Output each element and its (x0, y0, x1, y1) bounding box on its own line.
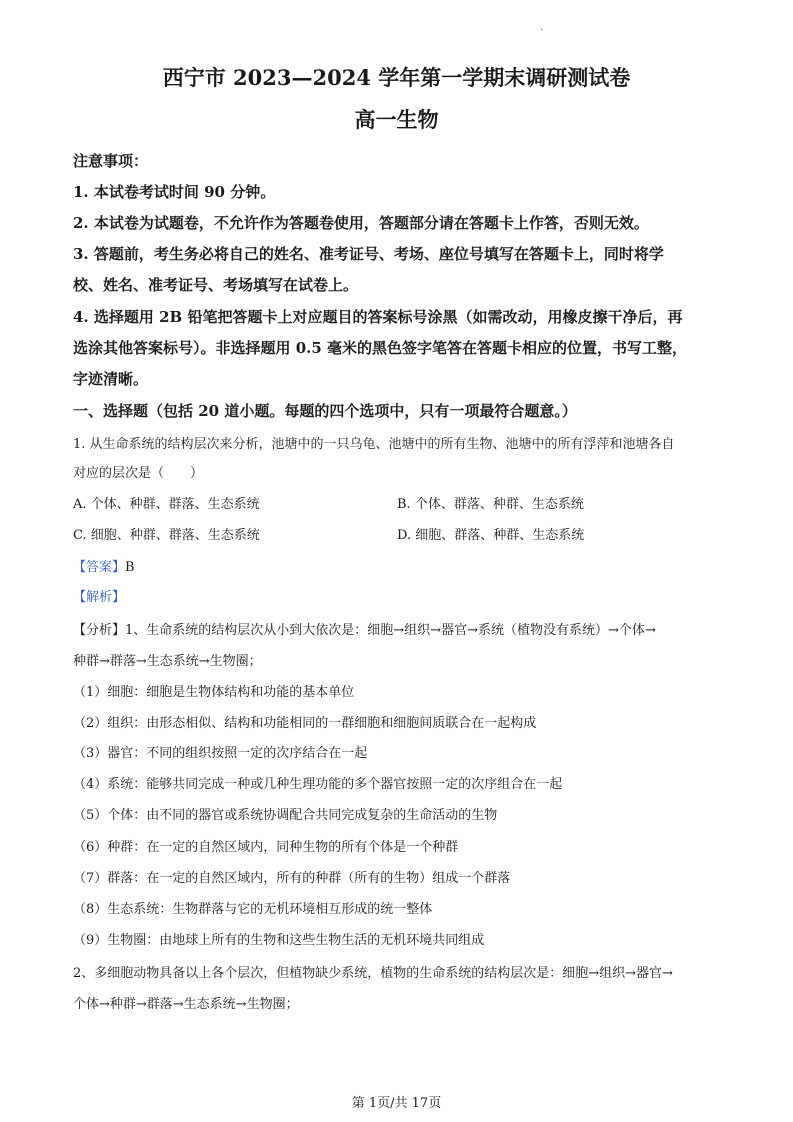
exam-title: 西宁市 2023—2024 学年第一学期末调研测试卷 (162, 65, 631, 90)
notice-item-4a: 4. 选择题用 2B 铅笔把答题卡上对应题目的答案标号涂黑（如需改动，用橡皮擦干净后，再 (73, 308, 683, 326)
answer-value: B (125, 560, 135, 575)
analysis-line2: 种群→群落→生态系统→生物圈； (73, 654, 262, 669)
page-number: 第 1页/共 17页 (351, 1096, 442, 1111)
analysis-point-3: （3）器官：不同的组织按照一定的次序结合在一起 (73, 746, 368, 761)
analysis-multi-line1: 2、多细胞动物具备以上各个层次，但植物缺少系统，植物的生命系统的结构层次是：细胞→组织→器官→ (73, 966, 673, 981)
question-stem-line2: 对应的层次是（ ） (73, 466, 204, 481)
analysis-tag: 【解析】 (73, 590, 126, 605)
answer-tag: 【答案】 (73, 560, 126, 575)
notice-item-4b: 选涂其他答案标号）。非选择题用 0.5 毫米的黑色签字笔答在答题卡相应的位置，书写工整， (73, 339, 688, 357)
analysis-point-2: （2）组织：由形态相似、结构和功能相同的一群细胞和细胞间质联合在一起构成 (73, 716, 537, 731)
analysis-point-4: （4）系统：能够共同完成一种或几种生理功能的多个器官按照一定的次序组合在一起 (73, 777, 563, 792)
notice-item-3a: 3. 答题前，考生务必将自己的姓名、准考证号、考场、座位号填写在答题卡上，同时将学 (73, 245, 664, 263)
option-b: B. 个体、群落、种群、生态系统 (397, 497, 584, 512)
section-heading: 一、选择题（包括 20 道小题。每题的四个选项中，只有一项最符合题意。） (73, 402, 577, 420)
analysis-multi-line2: 个体→种群→群落→生态系统→生物圈； (73, 997, 299, 1012)
option-c: C. 细胞、种群、群落、生态系统 (73, 528, 260, 543)
notice-heading: 注意事项： (73, 152, 149, 170)
analysis-point-7: （7）群落：在一定的自然区域内，所有的种群（所有的生物）组成一个群落 (73, 871, 511, 886)
analysis-line1-text: 1、生命系统的结构层次从小到大依次是：细胞→组织→器官→系统（植物没有系统）→个体→ (125, 623, 656, 638)
decorative-dot: . (540, 22, 544, 33)
answer-line (73, 556, 135, 575)
option-d: D. 细胞、群落、种群、生态系统 (397, 528, 585, 543)
notice-item-2: 2. 本试卷为试题卷，不允许作为答题卷使用，答题部分请在答题卡上作答，否则无效。 (73, 214, 649, 232)
question-stem-line1: 1. 从生命系统的结构层次来分析，池塘中的一只乌龟、池塘中的所有生物、池塘中的所有浮萍和池塘各自 (73, 437, 675, 452)
analysis-line1 (73, 619, 656, 638)
notice-item-3b: 校、姓名、准考证号、考场填写在试卷上。 (73, 276, 359, 294)
analysis-point-5: （5）个体：由不同的器官或系统协调配合共同完成复杂的生命活动的生物 (73, 808, 498, 823)
notice-item-4c: 字迹清晰。 (73, 370, 149, 388)
analysis-point-9: （9）生物圈：由地球上所有的生物和这些生物生活的无机环境共同组成 (73, 933, 485, 948)
option-a: A. 个体、种群、群落、生态系统 (73, 497, 260, 512)
notice-item-1: 1. 本试卷考试时间 90 分钟。 (73, 183, 276, 201)
analysis-label: 【分析】 (73, 623, 126, 638)
exam-subtitle: 高一生物 (354, 107, 439, 132)
analysis-point-6: （6）种群：在一定的自然区域内，同种生物的所有个体是一个种群 (73, 840, 459, 855)
analysis-point-8: （8）生态系统：生物群落与它的无机环境相互形成的统一整体 (73, 902, 433, 917)
analysis-point-1: （1）细胞：细胞是生物体结构和功能的基本单位 (73, 685, 355, 700)
